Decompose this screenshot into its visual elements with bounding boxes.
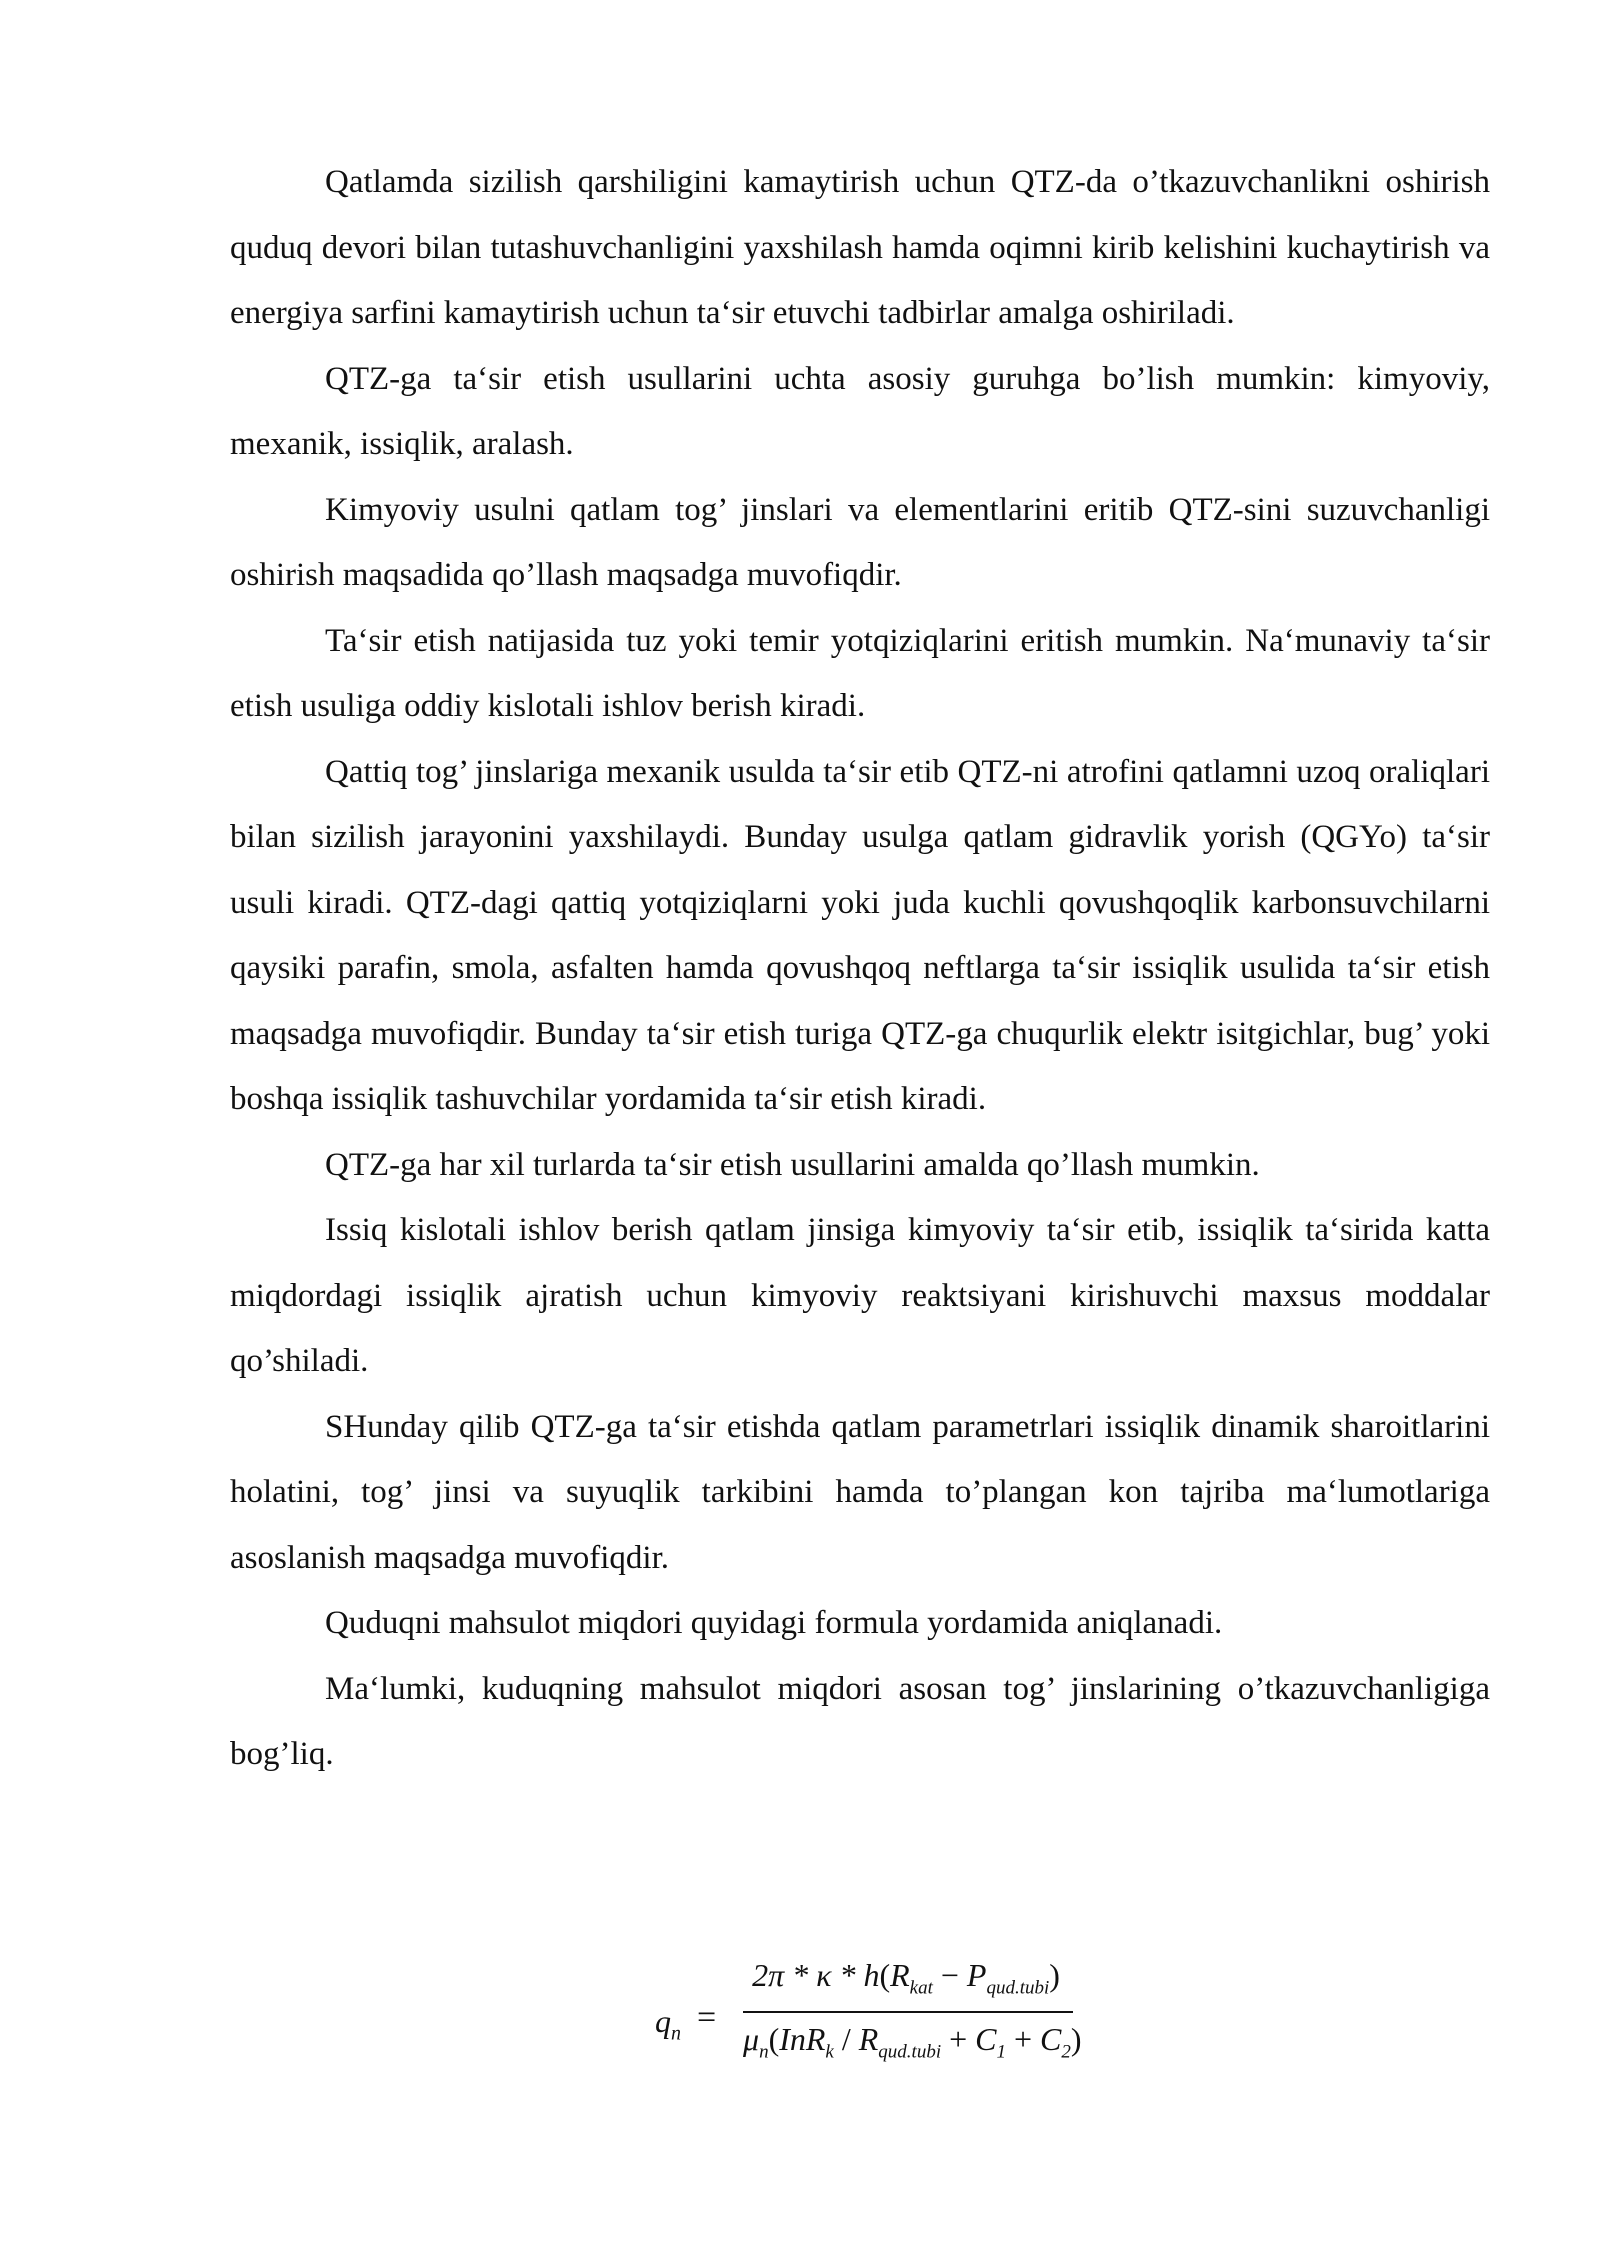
numerator-factors: 2π * κ * h bbox=[752, 1957, 880, 1993]
paragraph-4: Ta‘sir etish natijasida tuz yoki temir yotqiziqlarini eritish mumkin. Na‘munaviy ta‘sir etish usuliga oddiy kislotali ishlov berish kiradi. bbox=[230, 622, 1490, 724]
numerator-r: R bbox=[890, 1957, 910, 1993]
denominator-open-paren: ( bbox=[768, 2021, 780, 2057]
numerator-p-subscript: qud.tubi bbox=[986, 1977, 1050, 1999]
denominator-c1: C bbox=[975, 2021, 997, 2057]
denominator-mu-subscript: n bbox=[759, 2041, 769, 2063]
formula-lhs bbox=[655, 2003, 681, 2045]
formula-denominator bbox=[743, 2021, 1082, 2063]
denominator-mu: μ bbox=[743, 2021, 760, 2057]
numerator-r-subscript: kat bbox=[909, 1977, 933, 1999]
denominator-close-paren: ) bbox=[1070, 2021, 1082, 2057]
denominator-c2: C bbox=[1040, 2021, 1062, 2057]
denominator-r-subscript: qud.tubi bbox=[878, 2041, 942, 2063]
paragraph-8: SHunday qilib QTZ-ga ta‘sir etishda qatlam parametrlari issiqlik dinamik sharoitlarini holatini, tog’ jinsi va suyuqlik tarkibini hamda to’plangan kon tajriba ma‘lumotlariga asoslanish maqsadga muvofiqdir. bbox=[230, 1408, 1490, 1576]
formula-equals: = bbox=[697, 1999, 717, 2036]
paragraph-10: Ma‘lumki, kuduqning mahsulot miqdori asosan tog’ jinslarining o’tkazuvchanligiga bog’liq. bbox=[230, 1670, 1490, 1772]
denominator-ln-subscript: k bbox=[825, 2041, 834, 2063]
denominator-slash: / bbox=[833, 2021, 859, 2057]
paragraph-1: Qatlamda sizilish qarshiligini kamaytirish uchun QTZ-da o’tkazuvchanlikni oshirish quduq devori bilan tutashuvchanligini yaxshilash hamda oqimni kirib kelishini kuchaytirish va energiya sarfini kamaytirish uchun ta‘sir etuvchi tadbirlar amalga oshiriladi. bbox=[230, 164, 1490, 331]
paragraph-7: Issiq kislotali ishlov berish qatlam jinsiga kimyoviy ta‘sir etib, issiqlik ta‘sirida katta miqdordagi issiqlik ajratish uchun kimyoviy reaktsiyani kirishuvchi maxsus moddalar qo’shiladi. bbox=[230, 1212, 1490, 1379]
denominator-plus-2: + bbox=[1006, 2021, 1041, 2057]
denominator-r: R bbox=[858, 2021, 879, 2057]
numerator-minus: − bbox=[932, 1957, 967, 1993]
numerator-close-paren: ) bbox=[1049, 1957, 1060, 1993]
denominator-c1-subscript: 1 bbox=[996, 2041, 1006, 2063]
denominator-c2-subscript: 2 bbox=[1061, 2041, 1071, 2063]
numerator-open-paren: ( bbox=[879, 1957, 891, 1993]
paragraph-9: Quduqni mahsulot miqdori quyidagi formula yordamida aniqlanadi. bbox=[325, 1605, 1223, 1641]
fraction-bar bbox=[743, 2011, 1073, 2013]
formula-lhs-symbol: q bbox=[655, 2003, 671, 2039]
formula-lhs-subscript: n bbox=[671, 2022, 681, 2045]
denominator-plus-1: + bbox=[941, 2021, 976, 2057]
numerator-p: P bbox=[966, 1957, 987, 1993]
production-formula bbox=[655, 1955, 1082, 2075]
formula-numerator bbox=[747, 1957, 1065, 1999]
paragraph-5: Qattiq tog’ jinslariga mexanik usulda ta‘sir etib QTZ-ni atrofini qatlamni uzoq oraliqlari bilan sizilish jarayonini yaxshilaydi. Bunday usulga qatlam gidravlik yorish (QGYo) ta‘sir usuli kiradi. QTZ-dagi qattiq yotqiziqlarni yoki juda kuchli qovushqoqlik karbonsuvchilarni qaysiki parafin, smola, asfalten hamda qovushqoq neftlarga ta‘sir issiqlik usulida ta‘sir etish maqsadga muvofiqdir. Bunday ta‘sir etish turiga QTZ-ga chuqurlik elektr isitgichlar, bug’ yoki boshqa issiqlik tashuvchilar yordamida ta‘sir etish kiradi. bbox=[230, 753, 1490, 1117]
denominator-ln: InR bbox=[779, 2021, 826, 2057]
paragraph-6: QTZ-ga har xil turlarda ta‘sir etish usullarini amalda qo’llash mumkin. bbox=[325, 1146, 1260, 1183]
paragraph-3: Kimyoviy usulni qatlam tog’ jinslari va elementlarini eritib QTZ-sini suzuvchanligi oshirish maqsadida qo’llash maqsadga muvofiqdir. bbox=[230, 491, 1490, 593]
document-body bbox=[230, 150, 1490, 1788]
paragraph-2: QTZ-ga ta‘sir etish usullarini uchta asosiy guruhga bo’lish mumkin: kimyoviy, mexanik, issiqlik, aralash. bbox=[230, 360, 1490, 462]
